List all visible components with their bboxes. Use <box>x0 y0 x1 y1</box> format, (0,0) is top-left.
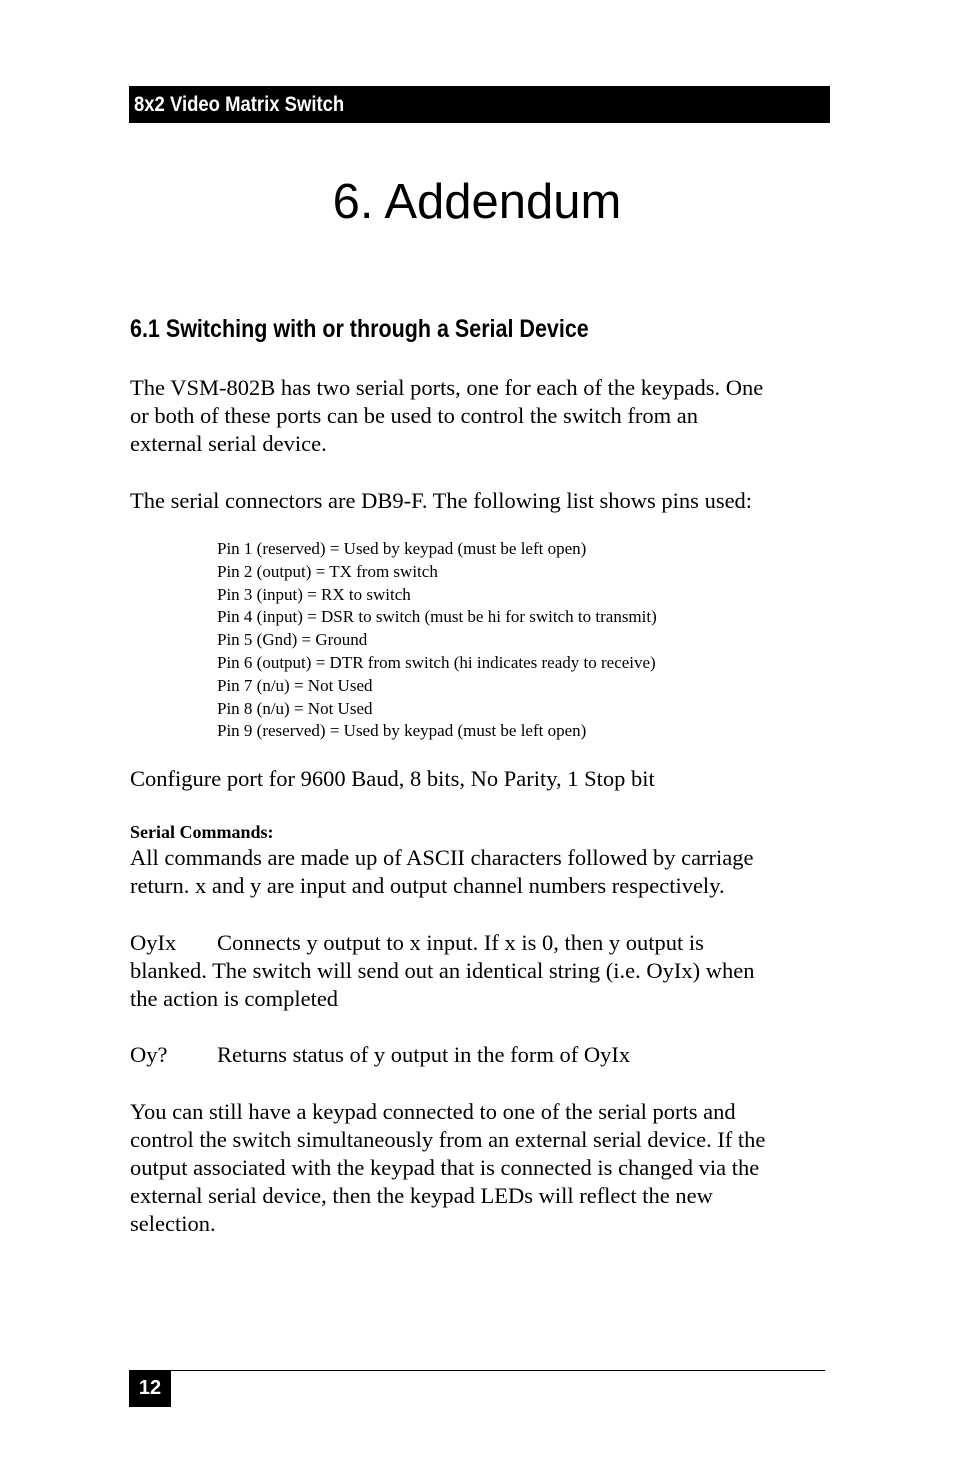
pin-item: Pin 3 (input) = RX to switch <box>217 584 411 604</box>
closing-line-5: selection. <box>130 1211 216 1236</box>
pin-item: Pin 9 (reserved) = Used by keypad (must be left open) <box>217 721 587 741</box>
serial-commands-heading: Serial Commands: <box>130 822 274 842</box>
command-oyix-line-1: Connects y output to x input. If x is 0, then y output is <box>217 930 704 955</box>
command-oyq-desc: Returns status of y output in the form of OyIx <box>217 1042 631 1067</box>
pin-item: Pin 6 (output) = DTR from switch (hi indicates ready to receive) <box>217 652 656 672</box>
intro-paragraph <box>130 374 763 458</box>
serial-commands-line-1: All commands are made up of ASCII characters followed by carriage <box>130 845 754 870</box>
serial-commands-line-2: return. x and y are input and output channel numbers respectively. <box>130 873 725 898</box>
command-oyq-term: Oy? <box>130 1042 168 1067</box>
closing-line-1: You can still have a keypad connected to one of the serial ports and <box>130 1099 736 1124</box>
page-number: 12 <box>129 1370 171 1407</box>
closing-line-3: output associated with the keypad that is connected is changed via the <box>130 1155 760 1180</box>
intro-line-2: or both of these ports can be used to control the switch from an <box>130 403 698 428</box>
command-oyq <box>130 1041 630 1069</box>
pin-item: Pin 4 (input) = DSR to switch (must be hi for switch to transmit) <box>217 607 657 627</box>
section-title-text: 6.1 Switching with or through a Serial Device <box>130 315 589 343</box>
intro-line-1: The VSM-802B has two serial ports, one for each of the keypads. One <box>130 375 764 400</box>
command-oyix-term: OyIx <box>130 930 177 955</box>
connectors-paragraph: The serial connectors are DB9-F. The following list shows pins used: <box>130 488 753 513</box>
closing-line-4: external serial device, then the keypad LEDs will reflect the new <box>130 1183 713 1208</box>
pin-item: Pin 1 (reserved) = Used by keypad (must be left open) <box>217 539 587 558</box>
closing-paragraph <box>130 1098 765 1238</box>
pin-item: Pin 8 (n/u) = Not Used <box>217 698 373 718</box>
command-oyix-line-2: blanked. The switch will send out an identical string (i.e. OyIx) when <box>130 958 755 983</box>
pin-list <box>217 538 657 743</box>
closing-line-2: control the switch simultaneously from an external serial device. If the <box>130 1127 766 1152</box>
pin-item: Pin 7 (n/u) = Not Used <box>217 675 373 695</box>
command-oyix-line-3: the action is completed <box>130 986 339 1011</box>
running-header-title: 8x2 Video Matrix Switch <box>134 93 345 116</box>
footer-divider <box>129 1370 825 1371</box>
configure-paragraph: Configure port for 9600 Baud, 8 bits, No Parity, 1 Stop bit <box>130 766 655 791</box>
serial-commands-paragraph <box>130 844 754 900</box>
pin-item: Pin 5 (Gnd) = Ground <box>217 630 368 650</box>
chapter-title: 6. Addendum <box>332 175 622 229</box>
running-header <box>129 86 830 123</box>
command-oyix <box>130 929 754 1013</box>
section-title <box>130 312 663 346</box>
pin-item: Pin 2 (output) = TX from switch <box>217 561 438 581</box>
intro-line-3: external serial device. <box>130 431 327 456</box>
